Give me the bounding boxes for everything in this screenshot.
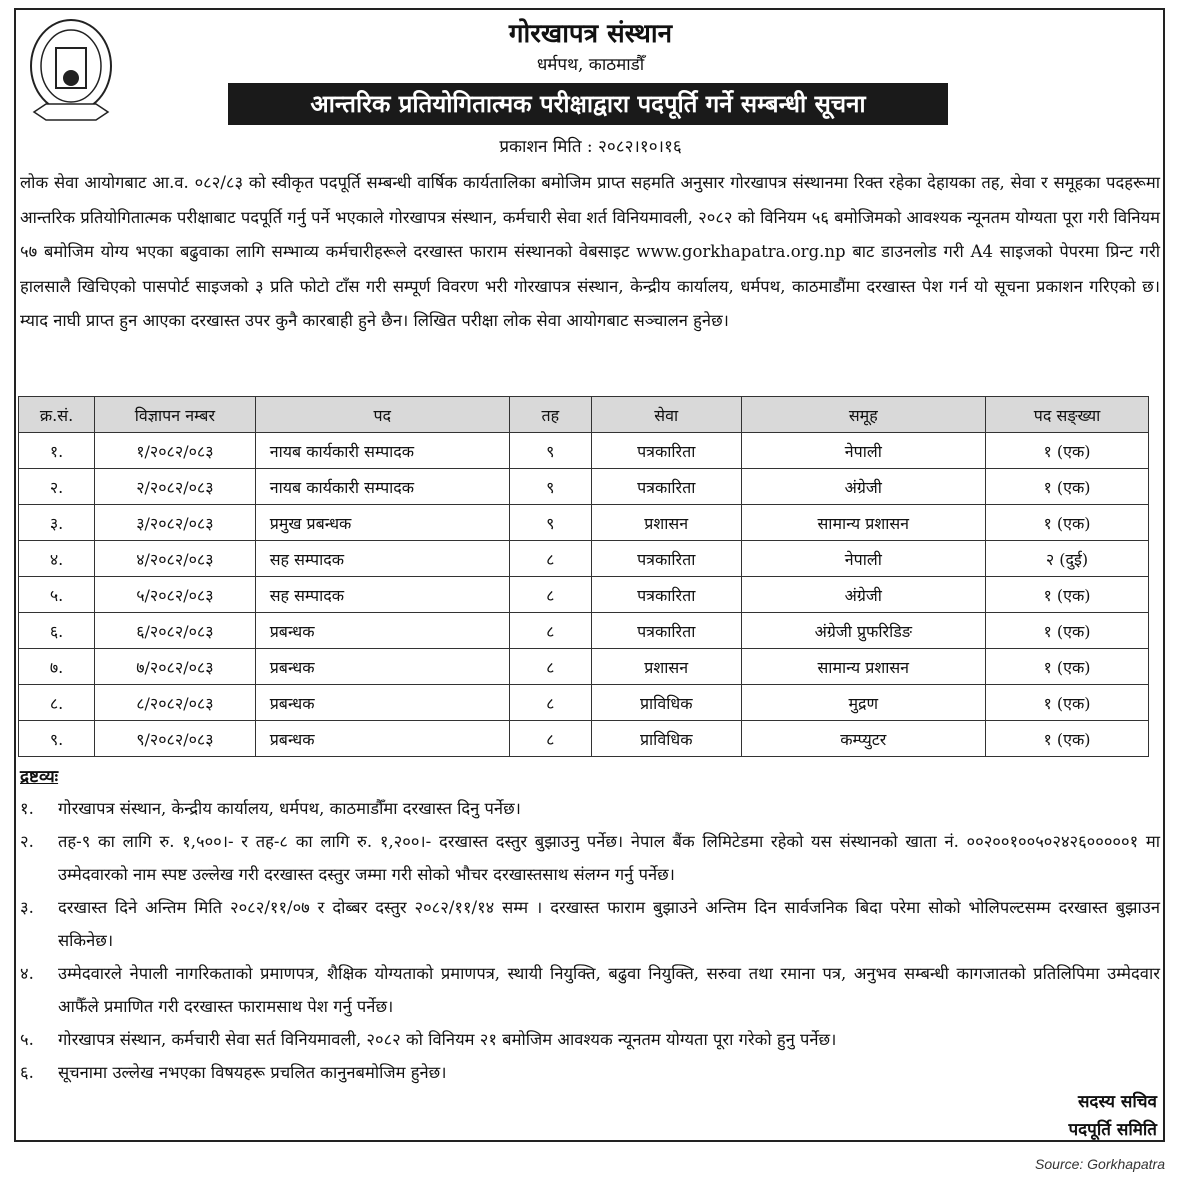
- table-cell: ६/२०८२/०८३: [95, 613, 256, 649]
- table-cell: कम्प्युटर: [741, 721, 986, 757]
- table-cell: सामान्य प्रशासन: [741, 649, 986, 685]
- intro-paragraph: लोक सेवा आयोगबाट आ.व. ०८२/८३ को स्वीकृत पदपूर्ति सम्बन्धी वार्षिक कार्यतालिका बमोजिम प्राप्त सहमति अनुसार गोरखापत्र संस्थानमा रिक्त रहेका देहायका तह, सेवा र समूहका पदहरूमा आन्तरिक प्रतियोगितात्मक परीक्षाबाट पदपूर्ति गर्नु पर्ने भएकाले गोरखापत्र संस्थान, कर्मचारी सेवा शर्त विनियमावली, २०८२ को विनियम ५६ बमोजिमको आवश्यक न्यूनतम योग्यता पूरा गरी विनियम ५७ बमोजिम योग्य भएका बढुवाका लागि सम्भाव्य कर्मचारीहरूले दरखास्त फाराम संस्थानको वेबसाइट www.gorkhapatra.org.np बाट डाउनलोड गरी A4 साइजको पेपरमा प्रिन्ट गरी हालसालै खिचिएको पासपोर्ट साइजको ३ प्रति फोटो टाँस गरी सम्पूर्ण विवरण भरी गोरखापत्र संस्थान, केन्द्रीय कार्यालय, धर्मपथ, काठमाडौंमा दरखास्त पेश गर्न यो सूचना प्रकाशन गरिएको छ। म्याद नाघी प्राप्त हुन आएका दरखास्त उपर कुनै कारबाही हुने छैन। लिखित परीक्षा लोक सेवा आयोगबाट सञ्चालन हुनेछ।: [20, 173, 1160, 330]
- note-item: [20, 957, 1160, 1023]
- table-cell: प्राविधिक: [591, 685, 741, 721]
- table-cell: नेपाली: [741, 541, 986, 577]
- column-header: क्र.सं.: [19, 397, 95, 433]
- table-cell: प्राविधिक: [591, 721, 741, 757]
- column-header: तह: [509, 397, 591, 433]
- table-cell: २.: [19, 469, 95, 505]
- table-cell: प्रमुख प्रबन्धक: [255, 505, 509, 541]
- note-number: २.: [20, 832, 34, 851]
- table-cell: ९: [509, 433, 591, 469]
- note-item: [20, 1023, 1160, 1056]
- note-number: ४.: [20, 964, 34, 983]
- table-cell: १ (एक): [986, 577, 1149, 613]
- signatory-title: सदस्य सचिव: [1077, 1092, 1157, 1112]
- table-cell: १ (एक): [986, 613, 1149, 649]
- table-cell: प्रशासन: [591, 505, 741, 541]
- table-cell: ९: [509, 469, 591, 505]
- note-text: गोरखापत्र संस्थान, कर्मचारी सेवा सर्त विनियमावली, २०८२ को विनियम २१ बमोजिम आवश्यक न्यूनतम योग्यता पूरा गरेको हुनु पर्नेछ।: [58, 1030, 837, 1049]
- table-cell: प्रबन्धक: [255, 649, 509, 685]
- note-item: [20, 1056, 1160, 1089]
- note-item: [20, 825, 1160, 891]
- note-text: दरखास्त दिने अन्तिम मिति २०८२/११/०७ र दोब्बर दस्तुर २०८२/११/१४ सम्म । दरखास्त फाराम बुझाउने अन्तिम दिन सार्वजनिक बिदा परेमा सोको भोलिपल्टसम्म दरखास्त बुझाउन सकिनेछ।: [58, 898, 1160, 950]
- column-header: पद सङ्ख्या: [986, 397, 1149, 433]
- table-row: [19, 685, 1149, 721]
- column-header: विज्ञापन नम्बर: [95, 397, 256, 433]
- table-cell: ८.: [19, 685, 95, 721]
- table-cell: ३.: [19, 505, 95, 541]
- table-cell: १ (एक): [986, 685, 1149, 721]
- table-cell: प्रबन्धक: [255, 613, 509, 649]
- table-cell: नेपाली: [741, 433, 986, 469]
- table-cell: १ (एक): [986, 721, 1149, 757]
- table-cell: १ (एक): [986, 433, 1149, 469]
- table-header-row: [19, 397, 1149, 433]
- table-cell: प्रबन्धक: [255, 685, 509, 721]
- notice-title: आन्तरिक प्रतियोगितात्मक परीक्षाद्वारा पदपूर्ति गर्ने सम्बन्धी सूचना: [228, 83, 948, 125]
- note-number: ६.: [20, 1063, 34, 1082]
- note-text: तह-९ का लागि रु. १,५००।- र तह-८ का लागि रु. १,२००।- दरखास्त दस्तुर बुझाउनु पर्नेछ। नेपाल बैंक लिमिटेडमा रहेको यस संस्थानको खाता नं. ००२००१००५०२४२६०००००१ मा उम्मेदवारको नाम स्पष्ट उल्लेख गरी दरखास्त दस्तुर जम्मा गरी सोको भौचर दरखास्तसाथ संलग्न गर्नु पर्नेछ।: [58, 832, 1160, 884]
- table-cell: ९: [509, 505, 591, 541]
- note-item: [20, 891, 1160, 957]
- table-cell: पत्रकारिता: [591, 469, 741, 505]
- table-cell: ८: [509, 541, 591, 577]
- table-cell: २/२०८२/०८३: [95, 469, 256, 505]
- table-cell: ८/२०८२/०८३: [95, 685, 256, 721]
- note-number: ३.: [20, 898, 34, 917]
- table-cell: सामान्य प्रशासन: [741, 505, 986, 541]
- note-text: गोरखापत्र संस्थान, केन्द्रीय कार्यालय, धर्मपथ, काठमाडौँमा दरखास्त दिनु पर्नेछ।: [58, 799, 521, 818]
- note-item: [20, 792, 1160, 825]
- table-cell: ९.: [19, 721, 95, 757]
- signatory-committee: पदपूर्ति समिति: [1068, 1120, 1157, 1140]
- table-cell: प्रशासन: [591, 649, 741, 685]
- table-row: [19, 721, 1149, 757]
- vacancy-table: [18, 396, 1149, 757]
- org-name: गोरखापत्र संस्थान: [508, 19, 673, 49]
- table-cell: १ (एक): [986, 505, 1149, 541]
- table-cell: ८: [509, 613, 591, 649]
- column-header: समूह: [741, 397, 986, 433]
- table-cell: ५.: [19, 577, 95, 613]
- table-cell: ६.: [19, 613, 95, 649]
- table-cell: ८: [509, 649, 591, 685]
- table-row: [19, 469, 1149, 505]
- table-row: [19, 613, 1149, 649]
- notes-list: [20, 792, 1160, 1089]
- table-cell: ८: [509, 721, 591, 757]
- table-row: [19, 505, 1149, 541]
- table-cell: ७.: [19, 649, 95, 685]
- note-text: उम्मेदवारले नेपाली नागरिकताको प्रमाणपत्र, शैक्षिक योग्यताको प्रमाणपत्र, स्थायी नियुक्ति, बढुवा नियुक्ति, सरुवा तथा रमाना पत्र, अनुभव सम्बन्धी कागजातको प्रतिलिपिमा उम्मेदवार आफैँले प्रमाणित गरी दरखास्त फारामसाथ पेश गर्नु पर्नेछ।: [58, 964, 1160, 1016]
- table-row: [19, 577, 1149, 613]
- table-cell: ४/२०८२/०८३: [95, 541, 256, 577]
- signature-block: [1068, 1088, 1157, 1144]
- table-cell: पत्रकारिता: [591, 613, 741, 649]
- notes-heading: द्रष्टव्यः: [20, 767, 59, 787]
- table-cell: पत्रकारिता: [591, 577, 741, 613]
- table-cell: ७/२०८२/०८३: [95, 649, 256, 685]
- table-cell: अंग्रेजी: [741, 577, 986, 613]
- table-cell: सह सम्पादक: [255, 541, 509, 577]
- table-cell: ८: [509, 685, 591, 721]
- table-cell: १ (एक): [986, 649, 1149, 685]
- table-cell: मुद्रण: [741, 685, 986, 721]
- note-number: १.: [20, 799, 34, 818]
- publish-date: प्रकाशन मिति : २०८२।१०।१६: [499, 137, 682, 157]
- table-cell: पत्रकारिता: [591, 541, 741, 577]
- table-cell: पत्रकारिता: [591, 433, 741, 469]
- table-cell: ९/२०८२/०८३: [95, 721, 256, 757]
- table-cell: ८: [509, 577, 591, 613]
- org-address: धर्मपथ, काठमाडौँ: [536, 55, 645, 75]
- table-cell: ३/२०८२/०८३: [95, 505, 256, 541]
- table-cell: १/२०८२/०८३: [95, 433, 256, 469]
- table-cell: २ (दुई): [986, 541, 1149, 577]
- table-row: [19, 433, 1149, 469]
- table-cell: ४.: [19, 541, 95, 577]
- table-cell: ५/२०८२/०८३: [95, 577, 256, 613]
- table-cell: १ (एक): [986, 469, 1149, 505]
- table-row: [19, 649, 1149, 685]
- source-credit: Source: Gorkhapatra: [1035, 1156, 1165, 1172]
- column-header: पद: [255, 397, 509, 433]
- column-header: सेवा: [591, 397, 741, 433]
- table-cell: १.: [19, 433, 95, 469]
- table-row: [19, 541, 1149, 577]
- note-text: सूचनामा उल्लेख नभएका विषयहरू प्रचलित कानुनबमोजिम हुनेछ।: [58, 1063, 447, 1082]
- table-cell: अंग्रेजी प्रुफरिडिङ: [741, 613, 986, 649]
- table-cell: प्रबन्धक: [255, 721, 509, 757]
- note-number: ५.: [20, 1030, 34, 1049]
- table-cell: नायब कार्यकारी सम्पादक: [255, 433, 509, 469]
- table-cell: सह सम्पादक: [255, 577, 509, 613]
- table-cell: नायब कार्यकारी सम्पादक: [255, 469, 509, 505]
- table-cell: अंग्रेजी: [741, 469, 986, 505]
